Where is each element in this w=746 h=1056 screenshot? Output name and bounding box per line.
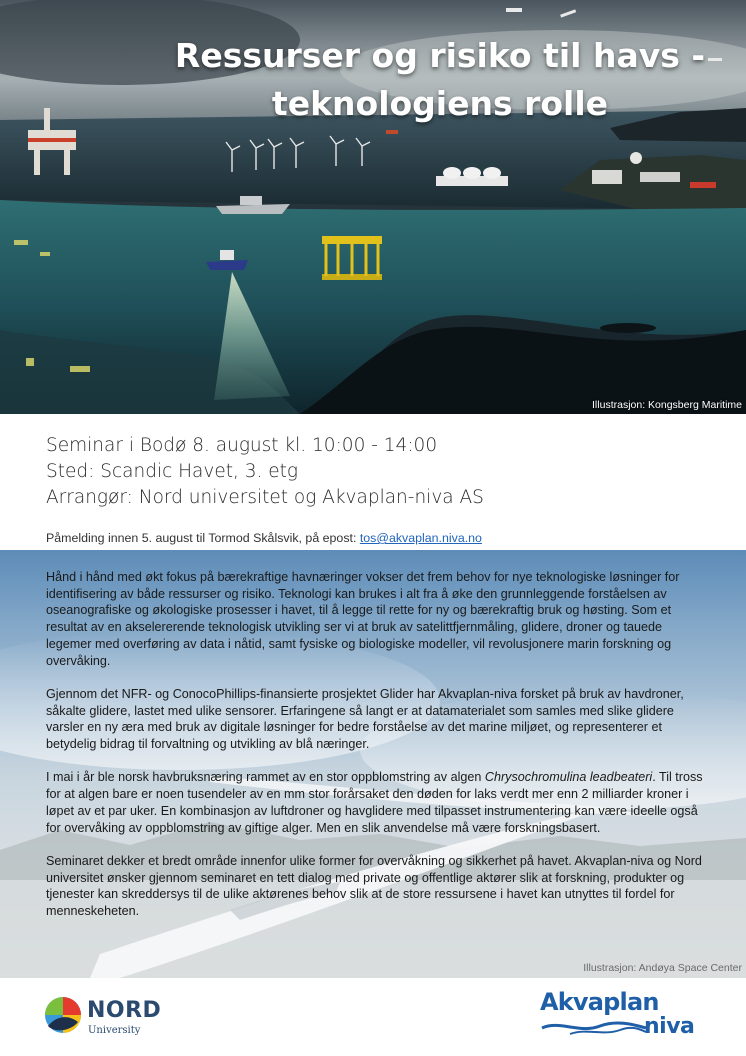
event-info [46,433,484,511]
hero-illustration [0,0,746,414]
hero-title-line-1: Ressurser og risiko til havs - [174,36,706,75]
nord-university-logo [44,996,194,1046]
body-paragraph-2: Gjennom det NFR- og ConocoPhillips-finansierte prosjektet Glider har Akvaplan-niva forsket på bruk av havdroner, såkalte glidere, lastet med ulike sensorer. Erfaringene så langt er at datamaterialet som samles med slike glidere varsler en ny æra med bruk av digitale løsninger for bedre forståelse av det marine miljøet, og representerer et betydelig bidrag til forvaltning og utvikling av blå næringer. [46,686,684,752]
hero-title-line-2: teknologiens rolle [271,84,609,123]
niva-logo-text: niva [644,1014,695,1039]
akvaplan-logo-text: Akvaplan [540,988,659,1016]
body-paragraph-3-end: . Til tross for at algen bare er noen tusendeler av en mm stor forårsaket den døden for laks verdt mer enn 2 milliarder kroner i løpet av et par uker. En kombinasjon av luftdroner og havglidere med tilpasset instrumentering kan være ideelle også for overvåking av oppblomstring av giftige alger. Men en slik anvendelse må være forskningsbasert. [46,770,703,835]
event-organizer: Arrangør: Nord universitet og Akvaplan-niva AS [46,487,484,508]
body-paragraph-3 [46,769,706,836]
registration-note [46,531,482,545]
body-paragraph-3-start: I mai i år ble norsk havbruksnæring rammet av en stor oppblomstring av algen [46,770,485,785]
footer [0,978,746,1056]
akvaplan-niva-logo [540,988,710,1044]
nord-logo-subtitle: University [88,1025,141,1036]
body-section [0,550,746,978]
body-text [46,569,706,936]
registration-text: Påmelding innen 5. august til Tormod Skålsvik, på epost: [46,531,360,545]
wave-logo-icon [540,1016,650,1036]
body-paragraph-4: Seminaret dekker et bredt område innenfor ulike former for overvåkning og sikkerhet på havet. Akvaplan-niva og Nord universitet ønsker gjennom seminaret en tett dialog med private og offentlige aktører slik at forskning, produkter og tjenester kan skreddersys til de ulike aktørenes behov slik at de store ressursene i havet kan utnyttes til fordel for menneskeheten. [46,853,702,919]
nord-logo-name: NORD [87,998,162,1023]
body-illustration-credit: Illustrasjon: Andøya Space Center [583,962,742,974]
algae-species-name: Chrysochromulina leadbeateri [484,770,653,785]
registration-email-link[interactable]: tos@akvaplan.niva.no [359,531,482,545]
body-paragraph-1: Hånd i hånd med økt fokus på bærekraftige havnæringer vokser det frem behov for nye teknologiske løsninger for identifisering av både ressurser og risiko. Teknologi kan brukes i alt fra å øke den grunnleggende forståelsen av oseanografiske og økologiske prosesser i havet, til å legge til rette for ny og bærekraftig bruk og høsting. Som et resultat av en akselererende teknologisk utvikling ser vi at bruk av satelittfjernmåling, glidere, droner og tauede legemer med overføring av data i nåtid, samt fysiske og biologiske modeller, vil revolusjonere marin forskning og overvåking. [46,570,680,668]
nord-logo-mark-icon [44,996,82,1034]
event-date-time: Seminar i Bodø 8. august kl. 10:00 - 14:00 [46,435,438,456]
event-venue: Sted: Scandic Havet, 3. etg [46,461,299,482]
hero-title [150,32,730,128]
hero-illustration-credit: Illustrasjon: Kongsberg Maritime [592,399,742,411]
